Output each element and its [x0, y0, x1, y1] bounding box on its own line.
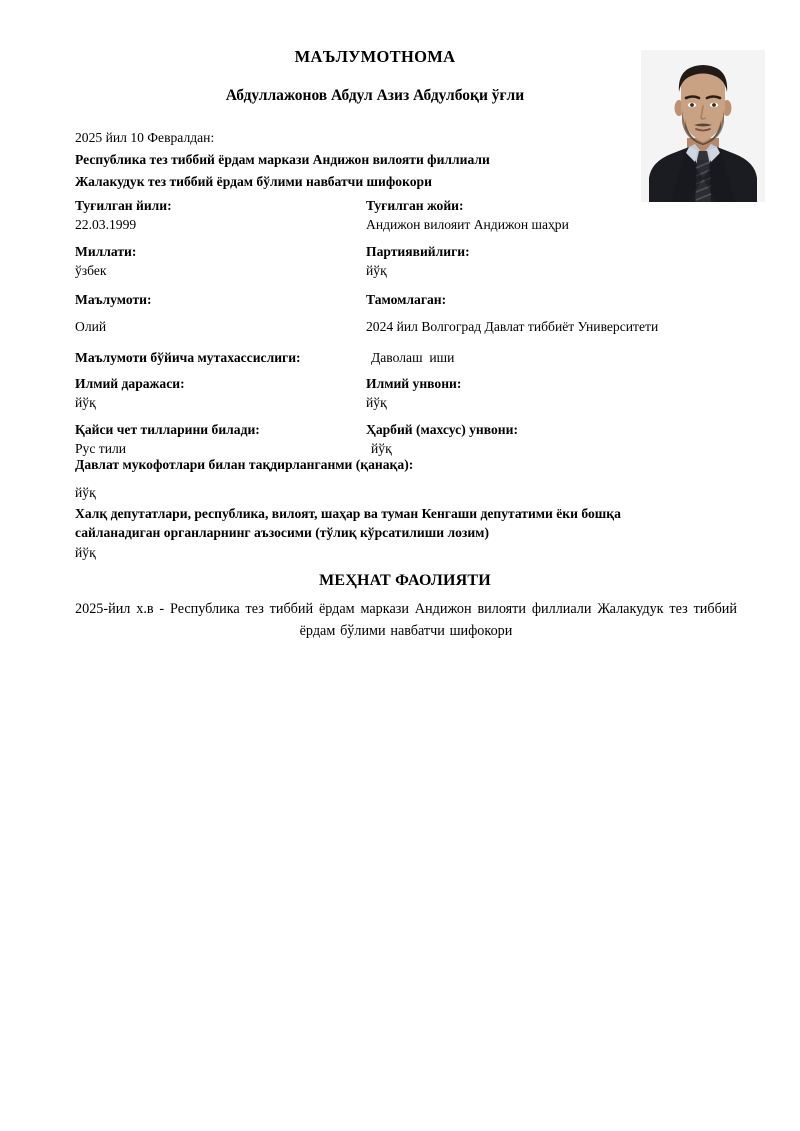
field-specialty-value-wrap	[366, 348, 741, 367]
field-military-rank-value: йўқ	[371, 441, 392, 456]
organization-line-2: Жалакудук тез тиббий ёрдам бўлими навбатчи шифокори	[75, 174, 432, 189]
spacer	[75, 309, 360, 317]
field-party-value: йўқ	[366, 263, 387, 278]
field-specialty	[75, 348, 360, 367]
spacer	[366, 309, 741, 317]
effective-date: 2025 йил 10 Февралдан:	[75, 130, 215, 145]
question-deputy	[75, 504, 715, 562]
field-education-label: Маълумоти:	[75, 292, 152, 307]
field-specialty-label: Маълумоти бўйича мутахассислиги:	[75, 350, 301, 365]
field-party	[366, 242, 741, 280]
question-awards-answer: йўқ	[75, 485, 96, 500]
page-title: МАЪЛУМОТНОМА	[294, 47, 456, 66]
field-academic-degree	[75, 374, 360, 412]
field-military-rank-label: Ҳарбий (махсус) унвони:	[366, 422, 518, 437]
field-birth-place-label: Туғилган жойи:	[366, 198, 464, 213]
person-name: Абдуллажонов Абдул Азиз Абдулбоқи ўғли	[225, 87, 525, 104]
field-languages-label: Қайси чет тилларини билади:	[75, 422, 260, 437]
field-row-birth	[75, 196, 745, 242]
intro-block	[75, 127, 635, 193]
field-birth-year	[75, 196, 360, 234]
field-birth-year-label: Туғилган йили:	[75, 198, 172, 213]
organization-line-1: Республика тез тиббий ёрдам маркази Андижон вилояти филлиали	[75, 152, 490, 167]
field-row-nationality	[75, 242, 745, 290]
field-row-specialty	[75, 348, 745, 374]
field-academic-title-label: Илмий унвони:	[366, 376, 462, 391]
question-deputy-label-line-2: сайланадиган органларнинг аъзосими (тўлиқ кўрсатилиши лозим)	[75, 525, 489, 540]
field-languages-value: Рус тили	[75, 441, 127, 456]
field-education-value: Олий	[75, 319, 107, 334]
portrait-photo-graphic	[641, 50, 765, 202]
field-education	[75, 290, 360, 336]
field-academic-degree-value: йўқ	[75, 395, 96, 410]
field-nationality-label: Миллати:	[75, 244, 137, 259]
field-nationality-value: ўзбек	[75, 263, 107, 278]
field-specialty-value: Даволаш иши	[371, 350, 455, 365]
field-birth-place-value: Андижон вилояит Андижон шаҳри	[366, 217, 569, 232]
field-academic-title	[366, 374, 741, 412]
field-birth-place	[366, 196, 741, 234]
field-languages	[75, 420, 360, 458]
work-activity-entry: 2025-йил х.в - Республика тез тиббий ёрдам маркази Андижон вилояти филлиали Жалакудук тез тиббий ёрдам бўлими навбатчи шифокори	[75, 601, 737, 639]
question-awards	[75, 455, 695, 502]
field-academic-title-value: йўқ	[366, 395, 387, 410]
field-graduated-label: Тамомлаган:	[366, 292, 447, 307]
field-row-academic	[75, 374, 745, 420]
question-deputy-label-line-1: Халқ депутатлари, республика, вилоят, шаҳар ва туман Кенгаши депутатими ёки бошқа	[75, 506, 621, 521]
field-academic-degree-label: Илмий даражаси:	[75, 376, 185, 391]
question-awards-label: Давлат мукофотлари билан тақдирланганми (қанақа):	[75, 457, 414, 472]
field-graduated	[366, 290, 741, 336]
field-party-label: Партиявийлиги:	[366, 244, 470, 259]
question-deputy-answer: йўқ	[75, 545, 96, 560]
portrait-photo	[641, 50, 765, 202]
field-row-education	[75, 290, 745, 348]
field-graduated-value: 2024 йил Волгоград Давлат тиббиёт Университети	[366, 319, 659, 334]
field-birth-year-value: 22.03.1999	[75, 217, 137, 232]
work-activity-title: МЕҲНАТ ФАОЛИЯТИ	[319, 572, 491, 589]
field-nationality	[75, 242, 360, 280]
field-military-rank	[366, 420, 741, 458]
